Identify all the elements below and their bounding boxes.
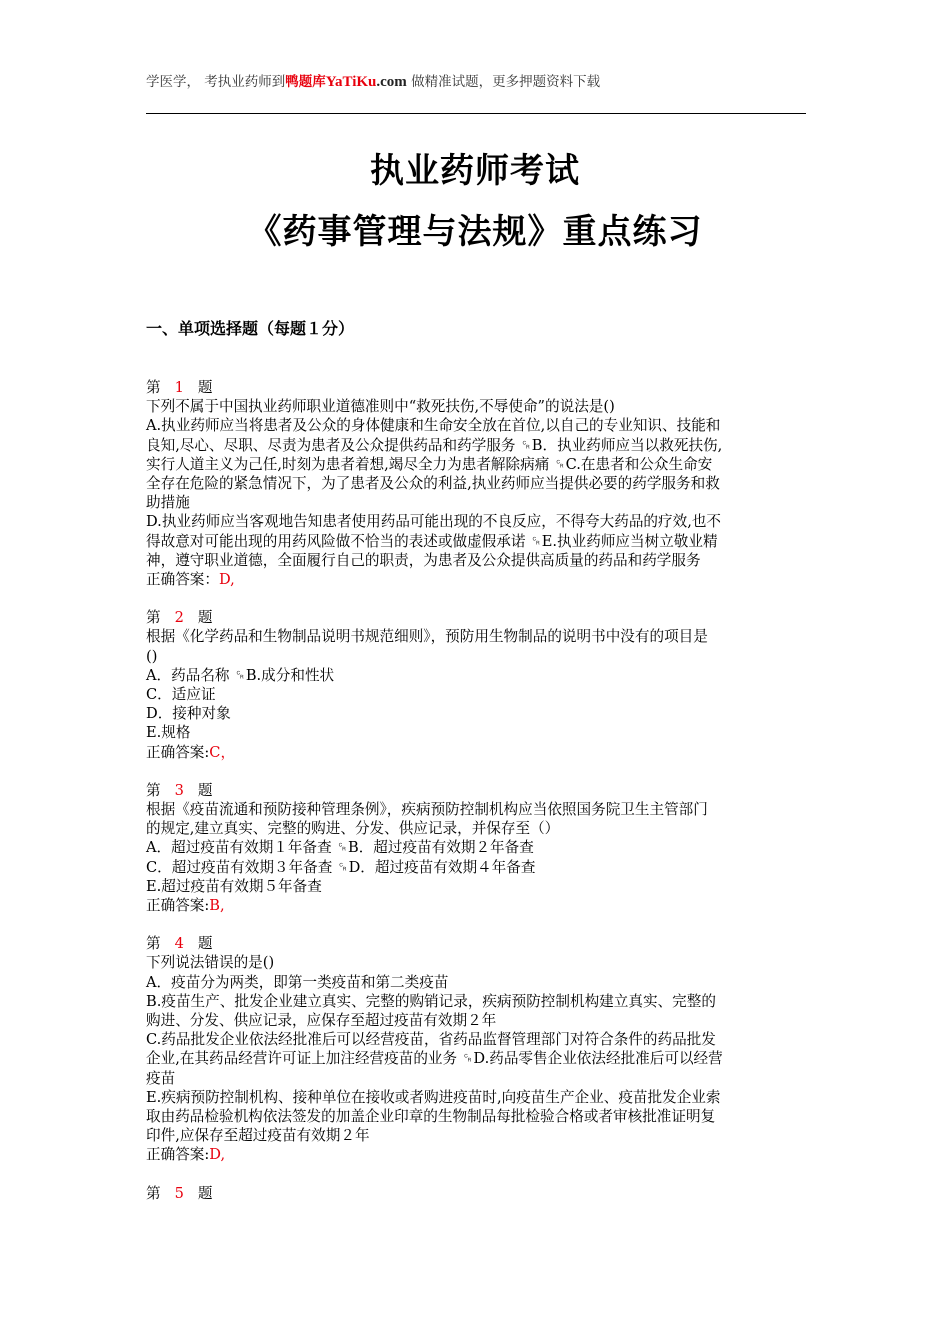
question-number-prefix: 第 <box>146 935 161 953</box>
question-text-line: A．药品名称 ␍B.成分和性状 <box>146 666 335 684</box>
question-number-suffix: 题 <box>197 935 213 953</box>
question-number-value: 2 <box>174 609 184 627</box>
answer-line <box>146 896 810 915</box>
header-divider <box>146 113 806 114</box>
brand-name-cn[interactable]: 鸭题库 <box>285 74 326 90</box>
question-number-suffix: 题 <box>197 379 213 396</box>
question-number-suffix: 题 <box>197 1184 213 1202</box>
answer-value: D, <box>209 1146 226 1164</box>
brand-domain[interactable]: .com <box>376 74 407 90</box>
section-heading: 一、单项选择题（每题１分） <box>146 319 355 338</box>
question-number <box>146 934 810 953</box>
question-text-line: 得故意对可能出现的用药风险做不恰当的表述或做虚假承诺 ␍E.执业药师应当树立敬业精 <box>146 532 718 550</box>
question-text-line: 实行人道主义为己任,时刻为患者着想,竭尽全力为患者解除病痛 ␍C.在患者和公众生命安 <box>146 455 713 473</box>
question-text-line: () <box>146 647 158 665</box>
question-block <box>146 1184 810 1203</box>
question-text-line: 下列说法错误的是() <box>146 954 275 972</box>
question-text-line: 根据《化学药品和生物制品说明书规范细则》，预防用生物制品的说明书中没有的项目是 <box>146 628 708 646</box>
answer-label: 正确答案： <box>146 571 219 589</box>
question-text-line: D.执业药师应当客观地告知患者使用药品可能出现的不良反应，不得夸大药品的疗效,也不 <box>146 513 722 531</box>
answer-label: 正确答案: <box>146 1146 210 1164</box>
question-text-line: D．接种对象 <box>146 705 231 723</box>
question-text-line: 下列不属于中国执业药师职业道德准则中“救死扶伤,不辱使命”的说法是() <box>146 398 615 416</box>
question-text-line: 企业,在其药品经营许可证上加注经营疫苗的业务 ␍D.药品零售企业依法经批准后可以经营 <box>146 1050 723 1068</box>
header-prefix: 学医学， 考执业药师到 <box>146 74 286 90</box>
site-header <box>146 70 600 91</box>
question-text-line: A.执业药师应当将患者及公众的身体健康和生命安全放在首位,以自己的专业知识、技能和 <box>146 417 721 435</box>
answer-value: B, <box>209 897 225 915</box>
question-number-prefix: 第 <box>146 379 161 396</box>
brand-name-en[interactable]: YaTiKu <box>325 74 377 90</box>
answer-label: 正确答案: <box>146 743 210 761</box>
answer-line <box>146 743 810 762</box>
question-text-line: 神，遵守职业道德，全面履行自己的职责，为患者及公众提供高质量的药品和药学服务 <box>146 551 701 569</box>
question-text-line: 助措施 <box>146 494 190 512</box>
question-block <box>146 781 810 915</box>
answer-line <box>146 1145 810 1164</box>
question-number-value: 4 <box>174 935 184 953</box>
question-text-line: A．超过疫苗有效期１年备查 ␍B．超过疫苗有效期２年备查 <box>146 839 534 857</box>
question-block <box>146 934 810 1164</box>
question-text-line: 取由药品检验机构依法签发的加盖企业印章的生物制品每批检验合格或者审核批准证明复 <box>146 1108 716 1126</box>
question-text-line: 疫苗 <box>146 1069 176 1087</box>
question-number-value: 1 <box>174 379 184 396</box>
question-number <box>146 781 810 800</box>
question-number-prefix: 第 <box>146 1184 161 1202</box>
question-text-line: A．疫苗分为两类，即第一类疫苗和第二类疫苗 <box>146 973 449 991</box>
question-number <box>146 378 810 397</box>
question-list <box>146 378 810 1222</box>
answer-line <box>146 570 810 589</box>
question-text-line: E.超过疫苗有效期５年备查 <box>146 877 322 895</box>
question-text-line: 购进、分发、供应记录，应保存至超过疫苗有效期２年 <box>146 1012 497 1030</box>
question-text-line: 印件,应保存至超过疫苗有效期２年 <box>146 1127 370 1145</box>
question-text-line: 根据《疫苗流通和预防接种管理条例》，疾病预防控制机构应当依照国务院卫生主管部门 <box>146 801 708 819</box>
question-text-line: C．适应证 <box>146 686 216 704</box>
question-text-line: 的规定,建立真实、完整的购进、分发、供应记录，并保存至（） <box>146 820 560 838</box>
question-number-value: 3 <box>174 781 184 799</box>
question-text-line: E.疾病预防控制机构、接种单位在接收或者购进疫苗时,向疫苗生产企业、疫苗批发企业索 <box>146 1088 721 1106</box>
question-text-line: B.疫苗生产、批发企业建立真实、完整的购销记录，疾病预防控制机构建立真实、完整的 <box>146 992 716 1010</box>
document-title: 执业药师考试 <box>370 151 580 191</box>
question-number-suffix: 题 <box>197 781 213 799</box>
question-block <box>146 378 810 589</box>
question-number <box>146 1184 810 1203</box>
question-text-line: C.药品批发企业依法经批准后可以经营疫苗，省药品监督管理部门对符合条件的药品批发 <box>146 1031 716 1049</box>
header-suffix: 做精准试题，更多押题资料下载 <box>406 74 601 90</box>
question-text-line: E.规格 <box>146 724 191 742</box>
answer-label: 正确答案: <box>146 897 210 915</box>
question-number-value: 5 <box>174 1184 184 1202</box>
document-subtitle: 《药事管理与法规》重点练习 <box>247 212 703 252</box>
question-number-suffix: 题 <box>197 609 213 627</box>
answer-value: D, <box>218 571 235 589</box>
answer-value: C， <box>209 743 236 761</box>
question-block <box>146 608 810 762</box>
question-number-prefix: 第 <box>146 781 161 799</box>
question-text-line: C．超过疫苗有效期３年备查 ␍D．超过疫苗有效期４年备查 <box>146 858 536 876</box>
question-number-prefix: 第 <box>146 609 161 627</box>
question-text-line: 全存在危险的紧急情况下，为了患者及公众的利益,执业药师应当提供必要的药学服务和救 <box>146 475 720 492</box>
question-number <box>146 608 810 627</box>
question-text-line: 良知,尽心、尽职、尽责为患者及公众提供药品和药学服务 ␍B．执业药师应当以救死扶伤, <box>146 436 723 454</box>
